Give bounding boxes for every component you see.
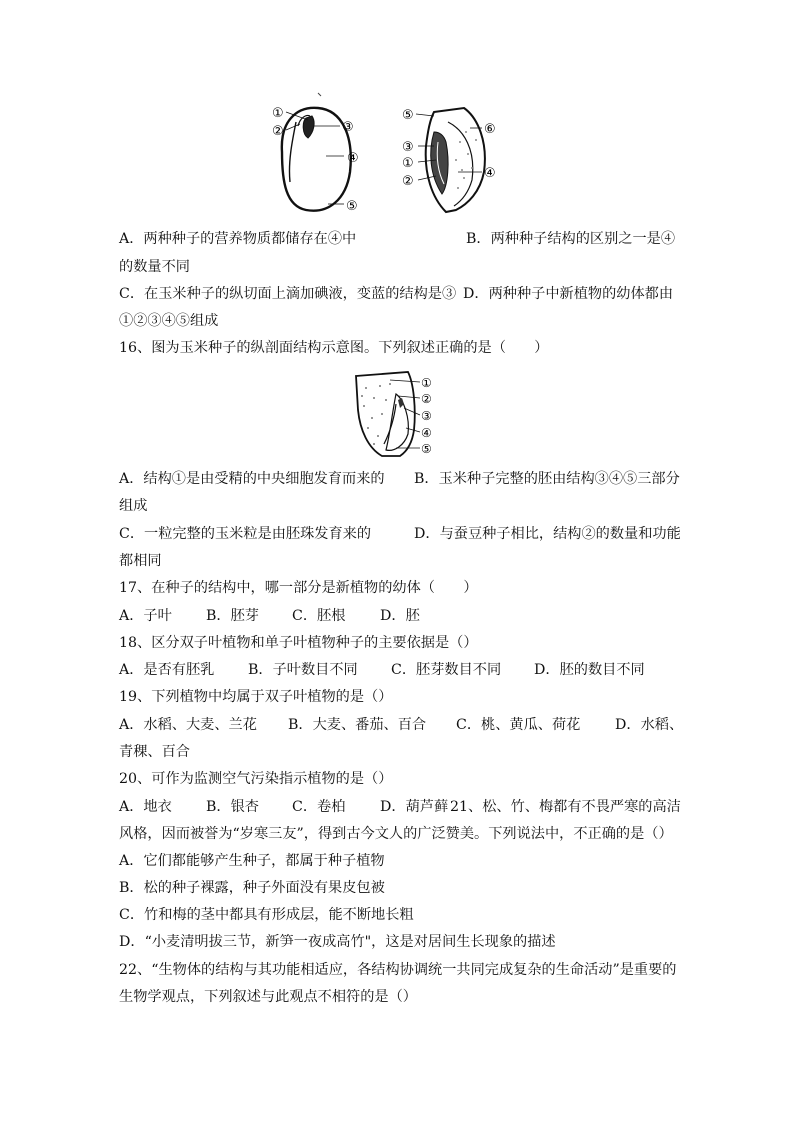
q21-option-b: B．松的种子裸露，种子外面没有果皮包被 — [119, 880, 385, 896]
bean-seed-figure — [262, 92, 370, 218]
q16-option-b: B．玉米种子完整的胚由结构③④⑤三部分 — [414, 471, 680, 487]
corn-seed-figure-2 — [350, 370, 440, 460]
q17-stem: 17、在种子的结构中，哪一部分是新植物的幼体（ ） — [119, 580, 478, 596]
q19-option-a: A．水稻、大麦、兰花 — [119, 717, 257, 733]
corn-seed-figure-1 — [398, 102, 504, 216]
q21-stem: 21、松、竹、梅都有不畏严寒的高洁 — [450, 799, 681, 815]
q15-option-d: D．两种种子中新植物的幼体都由 — [463, 286, 674, 302]
q20-option-c: C．卷柏 — [292, 799, 346, 815]
q15-option-c: C．在玉米种子的纵切面上滴加碘液，变蓝的结构是③ — [119, 286, 457, 302]
q20-option-b: B．银杏 — [206, 799, 259, 815]
q18-option-d: D．胚的数目不同 — [534, 662, 645, 678]
q19-option-d: D．水稻、 — [615, 717, 684, 733]
q16-option-d: D．与蚕豆种子相比，结构②的数量和功能 — [414, 526, 681, 542]
q17-option-d: D．胚 — [380, 608, 420, 624]
corn2-label-5: ⑤ — [421, 442, 432, 456]
corn2-label-2: ② — [421, 392, 432, 406]
q21-option-a: A．它们都能够产生种子，都属于种子植物 — [119, 853, 385, 869]
q20-option-a: A．地衣 — [119, 799, 172, 815]
corn2-label-1: ① — [421, 376, 432, 390]
q22-stem: 22、“生物体的结构与其功能相适应，各结构协调统一共同完成复杂的生命活动”是重要的 — [119, 962, 677, 978]
corn1-label-6: ⑥ — [484, 122, 496, 137]
q18-stem: 18、区分双子叶植物和单子叶植物种子的主要依据是（） — [119, 635, 478, 651]
q16-option-a: A．结构①是由受精的中央细胞发育而来的 — [119, 471, 385, 487]
q17-option-c: C．胚根 — [292, 608, 346, 624]
q15-option-b-cont: 的数量不同 — [119, 259, 190, 275]
corn1-label-4: ④ — [484, 166, 496, 181]
q19-option-d-cont: 青稞、百合 — [119, 744, 190, 760]
q16-option-d-cont: 都相同 — [119, 553, 162, 569]
q19-stem: 19、下列植物中均属于双子叶植物的是（） — [119, 689, 393, 705]
q18-option-b: B．子叶数目不同 — [248, 662, 358, 678]
corn1-label-1: ① — [402, 156, 414, 171]
q20-option-d: D．葫芦藓 — [380, 799, 449, 815]
q16-option-c: C．一粒完整的玉米粒是由胚珠发育来的 — [119, 526, 372, 542]
bean-label-1: ① — [272, 106, 284, 121]
q18-option-a: A．是否有胚乳 — [119, 662, 215, 678]
q15-option-a: A．两种种子的营养物质都储存在④中 — [119, 231, 357, 247]
bean-label-5: ⑤ — [346, 199, 358, 214]
corn2-label-4: ④ — [421, 426, 432, 440]
bean-label-2: ② — [272, 124, 284, 139]
corn1-label-5: ⑤ — [402, 108, 414, 123]
q22-stem-cont: 生物学观点，下列叙述与此观点不相符的是（） — [119, 989, 417, 1005]
q19-option-b: B．大麦、番茄、百合 — [288, 717, 427, 733]
corn2-label-3: ③ — [421, 409, 432, 423]
q21-stem-cont: 风格，因而被誉为“岁寒三友”，得到古今文人的广泛赞美。下列说法中，不正确的是（） — [119, 826, 673, 842]
q21-option-d: D．“小麦清明拔三节，新笋一夜成高竹"，这是对居间生长现象的描述 — [119, 934, 556, 950]
bean-label-4: ④ — [347, 151, 359, 166]
q19-option-c: C．桃、黄瓜、荷花 — [456, 717, 581, 733]
bean-label-3: ③ — [342, 120, 354, 135]
q15-option-d-cont: ①②③④⑤组成 — [119, 313, 219, 329]
q20-stem: 20、可作为监测空气污染指示植物的是（） — [119, 771, 393, 787]
q16-stem: 16、图为玉米种子的纵剖面结构示意图。下列叙述正确的是（ ） — [119, 340, 549, 356]
q17-option-a: A．子叶 — [119, 608, 172, 624]
q21-option-c: C．竹和梅的茎中都具有形成层，能不断地长粗 — [119, 907, 414, 923]
q17-option-b: B．胚芽 — [206, 608, 259, 624]
q18-option-c: C．胚芽数目不同 — [391, 662, 502, 678]
corn1-label-2: ② — [402, 174, 414, 189]
q15-option-b: B．两种种子结构的区别之一是④ — [466, 231, 676, 247]
q16-option-b-cont: 组成 — [119, 498, 148, 514]
corn1-label-3: ③ — [402, 140, 414, 155]
